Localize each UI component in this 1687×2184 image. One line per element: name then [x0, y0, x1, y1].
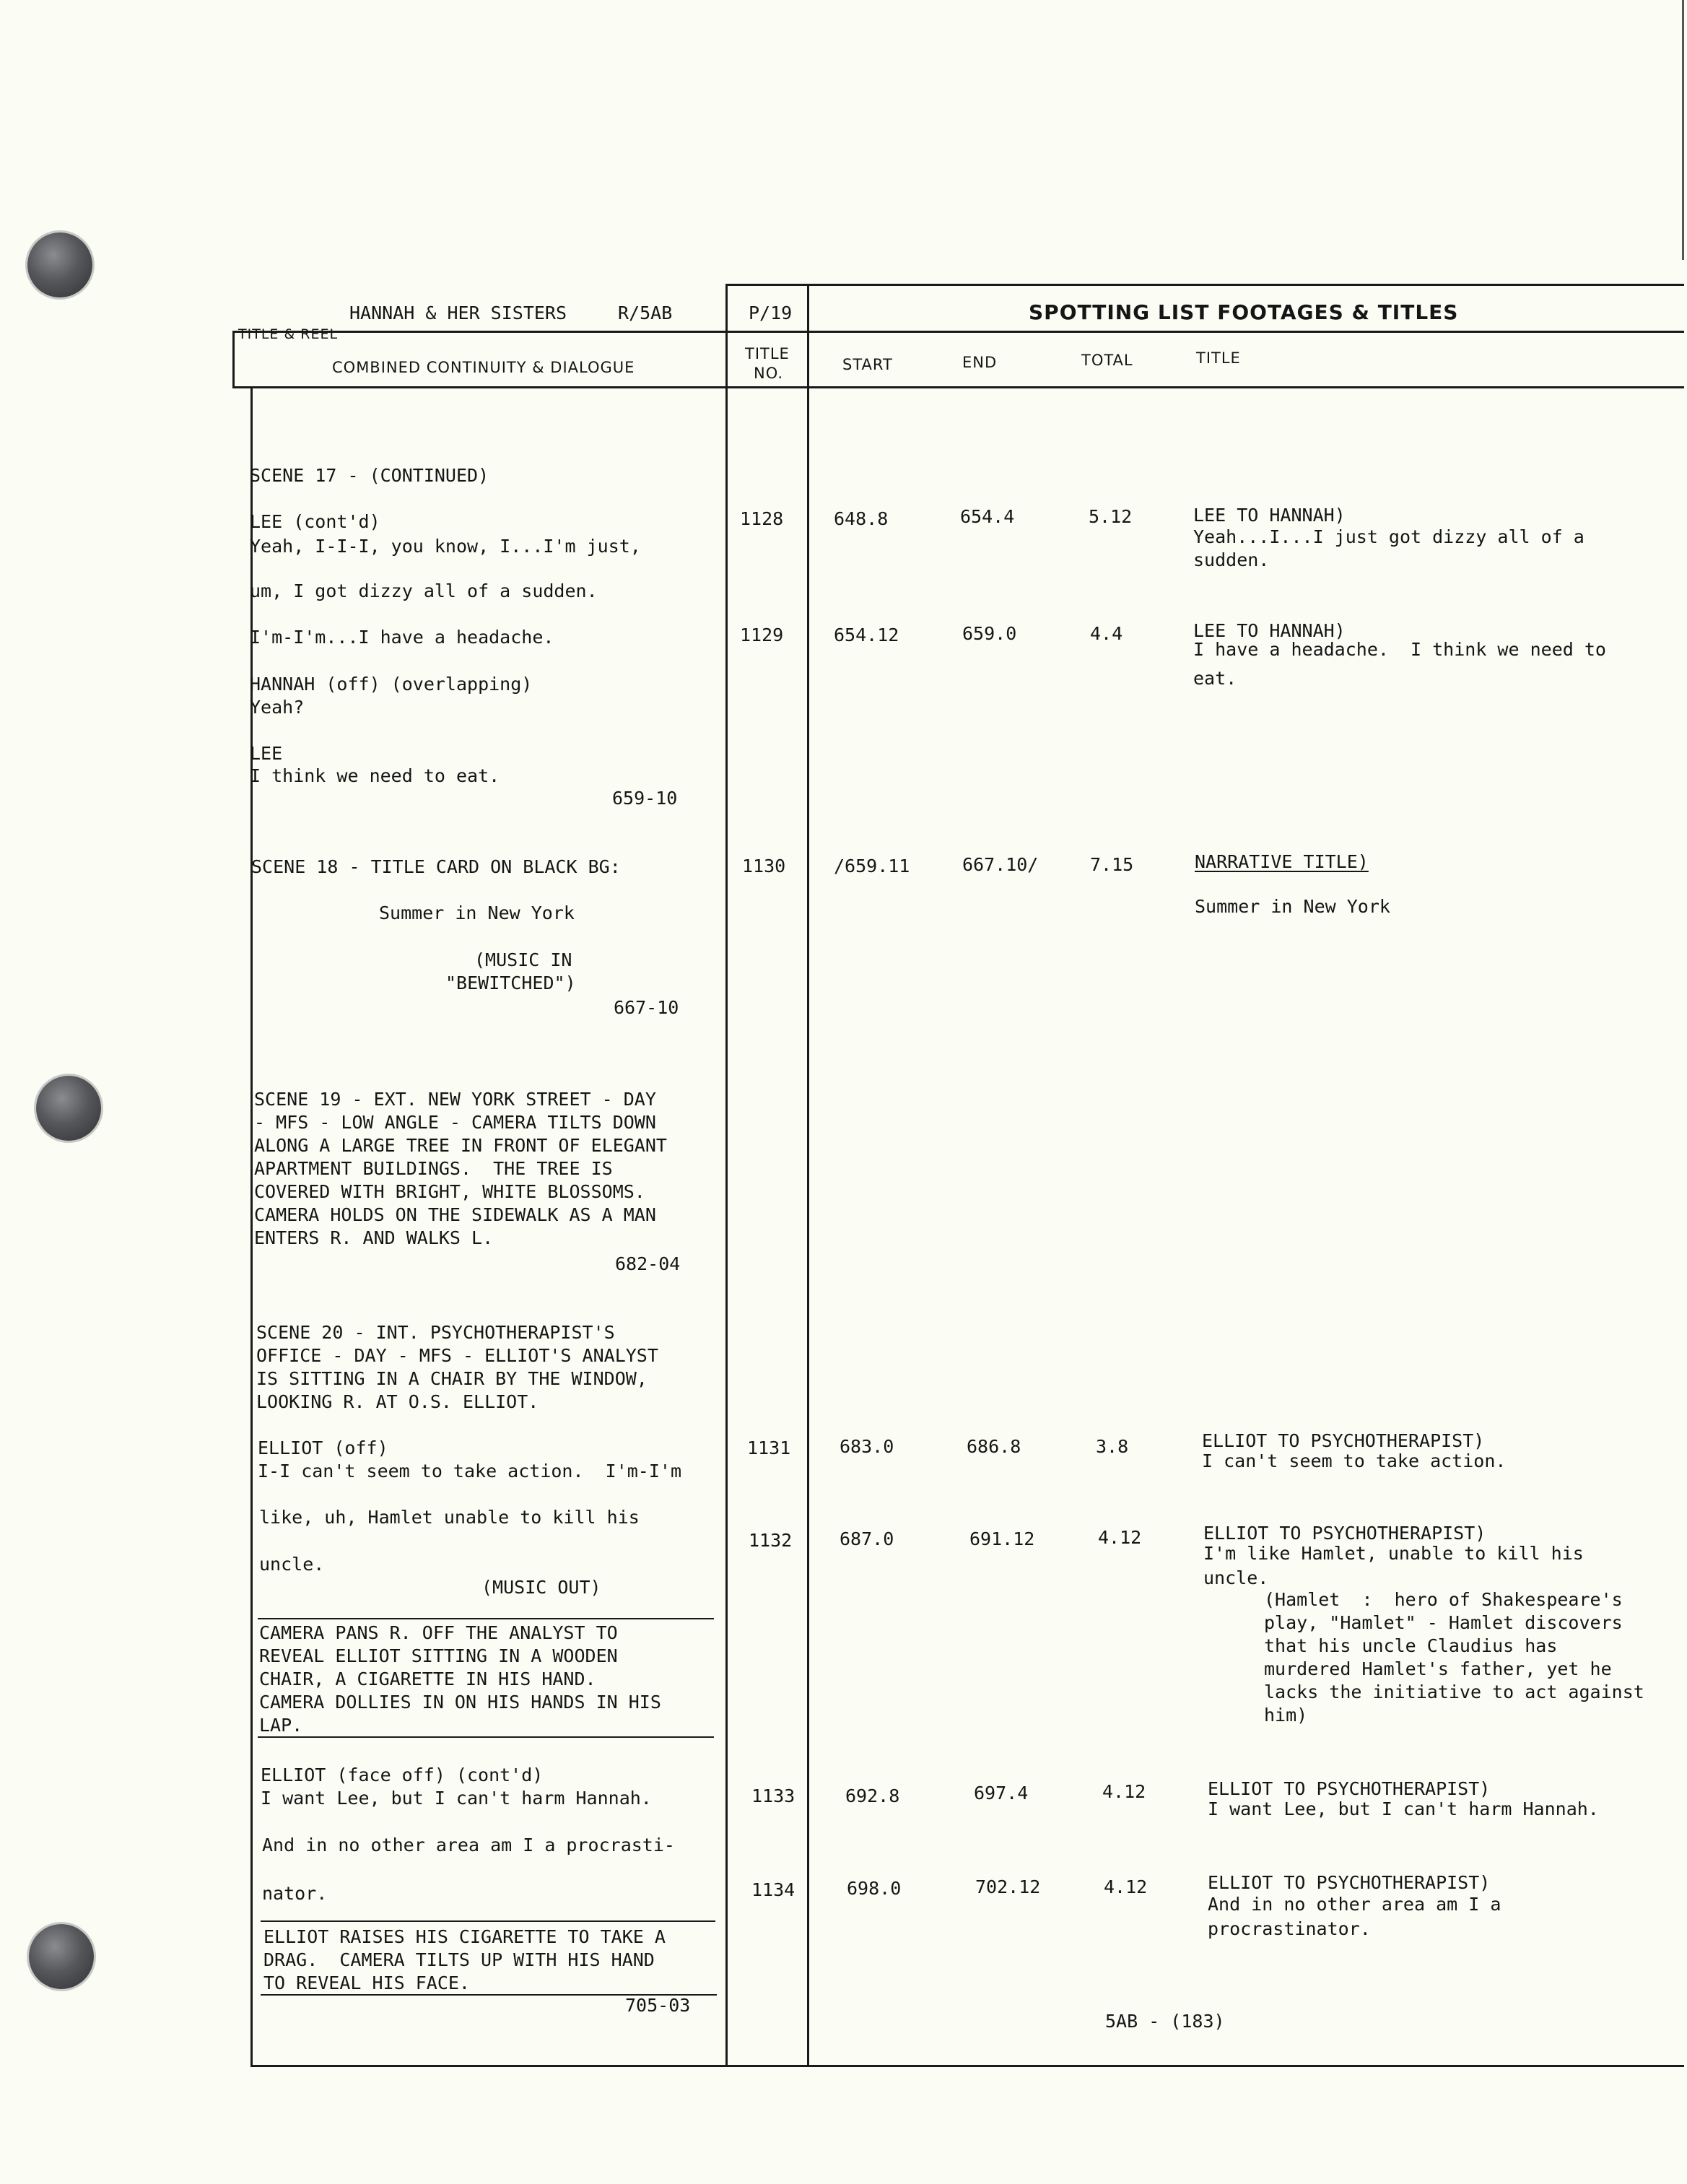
title-note: murdered Hamlet's father, yet he [1264, 1658, 1612, 1679]
spotting-list-title: SPOTTING LIST FOOTAGES & TITLES [1029, 300, 1459, 324]
title-note: (Hamlet : hero of Shakespeare's [1264, 1589, 1623, 1610]
title-text: eat. [1193, 668, 1237, 689]
col-title-no-1: TITLE [745, 345, 790, 362]
scene-20-line: SCENE 20 - INT. PSYCHOTHERAPIST'S [256, 1322, 615, 1343]
title-end: 667.10/ [962, 854, 1039, 875]
title-text: procrastinator. [1208, 1918, 1371, 1939]
action-rule [258, 1736, 714, 1738]
binder-hole-middle [36, 1076, 101, 1141]
title-number: 1131 [747, 1437, 791, 1458]
footage-count: 682-04 [615, 1253, 681, 1274]
dialogue-line: ELLIOT (face off) (cont'd) [261, 1765, 544, 1785]
col-total: TOTAL [1081, 352, 1133, 369]
dialogue-line: HANNAH (off) (overlapping) [250, 674, 533, 695]
title-start: 692.8 [845, 1785, 900, 1806]
title-total: 4.12 [1102, 1781, 1146, 1802]
action-line: CAMERA PANS R. OFF THE ANALYST TO [259, 1622, 618, 1643]
action-line: TO REVEAL HIS FACE. [263, 1972, 470, 1993]
music-cue: "BEWITCHED") [445, 973, 576, 993]
title-end: 654.4 [960, 506, 1015, 527]
footage-count: 659-10 [612, 788, 678, 809]
title-text: Summer in New York [1195, 896, 1390, 917]
scene-20-line: IS SITTING IN A CHAIR BY THE WINDOW, [256, 1368, 648, 1389]
dialogue-line: LEE (cont'd) [250, 511, 380, 532]
title-total: 3.8 [1096, 1436, 1129, 1457]
page-code: 5AB - (183) [1105, 2011, 1225, 2032]
action-line: LAP. [259, 1715, 303, 1736]
title-number: 1132 [749, 1530, 793, 1551]
dialogue-line: Yeah, I-I-I, you know, I...I'm just, [250, 536, 641, 557]
title-text: NARRATIVE TITLE) [1195, 851, 1369, 872]
title-total: 4.12 [1104, 1876, 1148, 1897]
action-line: REVEAL ELLIOT SITTING IN A WOODEN [259, 1645, 618, 1666]
title-start: 654.12 [834, 625, 899, 645]
title-text: ELLIOT TO PSYCHOTHERAPIST) [1202, 1430, 1485, 1451]
dialogue-line: I'm-I'm...I have a headache. [250, 627, 554, 648]
title-text: ELLIOT TO PSYCHOTHERAPIST) [1208, 1778, 1491, 1799]
title-end: 697.4 [974, 1783, 1029, 1804]
scene-18-heading: SCENE 18 - TITLE CARD ON BLACK BG: [251, 856, 621, 877]
title-text: I have a headache. I think we need to [1193, 639, 1606, 660]
title-note: him) [1264, 1705, 1308, 1726]
dialogue-line: like, uh, Hamlet unable to kill his [259, 1507, 640, 1528]
reel-number: R/5AB [618, 303, 673, 323]
dialogue-line: Summer in New York [379, 902, 575, 923]
dialogue-line: um, I got dizzy all of a sudden. [250, 580, 598, 601]
bottom-rule [250, 2065, 1684, 2067]
title-text: And in no other area am I a [1208, 1894, 1501, 1915]
action-line: CAMERA DOLLIES IN ON HIS HANDS IN HIS [259, 1692, 661, 1713]
action-rule [258, 1618, 714, 1619]
page-number: P/19 [749, 303, 793, 323]
title-text: I can't seem to take action. [1202, 1450, 1507, 1471]
title-text: LEE TO HANNAH) [1193, 505, 1346, 526]
title-start: 687.0 [840, 1528, 894, 1549]
col-start: START [842, 356, 893, 373]
title-text: LEE TO HANNAH) [1193, 620, 1346, 641]
dialogue-line: nator. [262, 1883, 328, 1904]
dialogue-line: I want Lee, but I can't harm Hannah. [261, 1788, 652, 1809]
footage-count: 667-10 [614, 997, 679, 1018]
scene-19-line: ENTERS R. AND WALKS L. [254, 1227, 494, 1248]
title-end: 691.12 [969, 1528, 1035, 1549]
divider-continuity [725, 284, 728, 2067]
page-edge [1682, 0, 1684, 260]
title-text: uncle. [1203, 1567, 1269, 1588]
title-start: 698.0 [847, 1878, 902, 1899]
scene-19-line: COVERED WITH BRIGHT, WHITE BLOSSOMS. [254, 1181, 645, 1202]
scene-19-line: SCENE 19 - EXT. NEW YORK STREET - DAY [254, 1089, 656, 1110]
scene-19-line: ALONG A LARGE TREE IN FRONT OF ELEGANT [254, 1135, 667, 1156]
top-rule [725, 284, 1684, 286]
title-text: ELLIOT TO PSYCHOTHERAPIST) [1208, 1872, 1491, 1893]
col-title-no-2: NO. [754, 365, 784, 382]
scene-19-line: - MFS - LOW ANGLE - CAMERA TILTS DOWN [254, 1112, 656, 1133]
left-border [232, 331, 235, 388]
scene-17-heading: SCENE 17 - (CONTINUED) [250, 465, 489, 486]
footage-count: 705-03 [625, 1995, 691, 2016]
column-header-rule [232, 386, 1684, 388]
divider-title-no [807, 284, 809, 2067]
title-number: 1133 [751, 1785, 795, 1806]
title-note: that his uncle Claudius has [1264, 1635, 1558, 1656]
title-start: 683.0 [840, 1436, 894, 1457]
scene-19-line: APARTMENT BUILDINGS. THE TREE IS [254, 1158, 613, 1179]
title-reel-label: TITLE & REEL [238, 326, 339, 342]
action-line: CHAIR, A CIGARETTE IN HIS HAND. [259, 1669, 596, 1689]
title-total: 4.12 [1098, 1527, 1142, 1548]
title-text: ELLIOT TO PSYCHOTHERAPIST) [1203, 1523, 1486, 1544]
title-note: lacks the initiative to act against [1264, 1681, 1644, 1702]
title-text: I want Lee, but I can't harm Hannah. [1208, 1798, 1599, 1819]
title-total: 5.12 [1089, 506, 1133, 527]
title-number: 1128 [740, 508, 784, 529]
dialogue-line: ELLIOT (off) [258, 1437, 388, 1458]
title-number: 1134 [751, 1879, 795, 1900]
scene-20-line: OFFICE - DAY - MFS - ELLIOT'S ANALYST [256, 1345, 658, 1366]
binder-hole-top [27, 232, 92, 297]
title-text: I'm like Hamlet, unable to kill his [1203, 1543, 1584, 1564]
scene-19-line: CAMERA HOLDS ON THE SIDEWALK AS A MAN [254, 1204, 656, 1225]
title-text: sudden. [1193, 549, 1270, 570]
binder-hole-bottom [29, 1924, 94, 1989]
action-rule [261, 1920, 715, 1922]
title-start: 648.8 [834, 508, 889, 529]
scene-20-line: LOOKING R. AT O.S. ELLIOT. [256, 1391, 539, 1412]
action-line: DRAG. CAMERA TILTS UP WITH HIS HAND [263, 1949, 655, 1970]
title-number: 1130 [742, 856, 786, 876]
header-rule [232, 331, 1684, 333]
title-end: 659.0 [962, 623, 1017, 644]
title-text: Yeah...I...I just got dizzy all of a [1193, 526, 1584, 547]
action-line: ELLIOT RAISES HIS CIGARETTE TO TAKE A [263, 1926, 666, 1947]
col-continuity: COMBINED CONTINUITY & DIALOGUE [332, 359, 635, 376]
music-cue: (MUSIC IN [474, 949, 572, 970]
title-number: 1129 [740, 625, 784, 645]
dialogue-line: And in no other area am I a procrasti- [262, 1835, 675, 1855]
title-total: 4.4 [1090, 623, 1123, 644]
dialogue-line: uncle. [259, 1554, 325, 1575]
film-title: HANNAH & HER SISTERS [349, 303, 567, 323]
dialogue-line: I-I can't seem to take action. I'm-I'm [258, 1461, 681, 1482]
music-cue: (MUSIC OUT) [481, 1577, 601, 1598]
dialogue-line: LEE [250, 743, 283, 764]
title-note: play, "Hamlet" - Hamlet discovers [1264, 1612, 1623, 1633]
dialogue-line: Yeah? [250, 697, 305, 718]
col-end: END [962, 354, 998, 371]
title-end: 702.12 [975, 1876, 1041, 1897]
col-title: TITLE [1196, 349, 1241, 367]
title-total: 7.15 [1090, 854, 1134, 875]
title-end: 686.8 [967, 1436, 1021, 1457]
title-start: /659.11 [834, 856, 910, 876]
dialogue-line: I think we need to eat. [250, 765, 500, 786]
